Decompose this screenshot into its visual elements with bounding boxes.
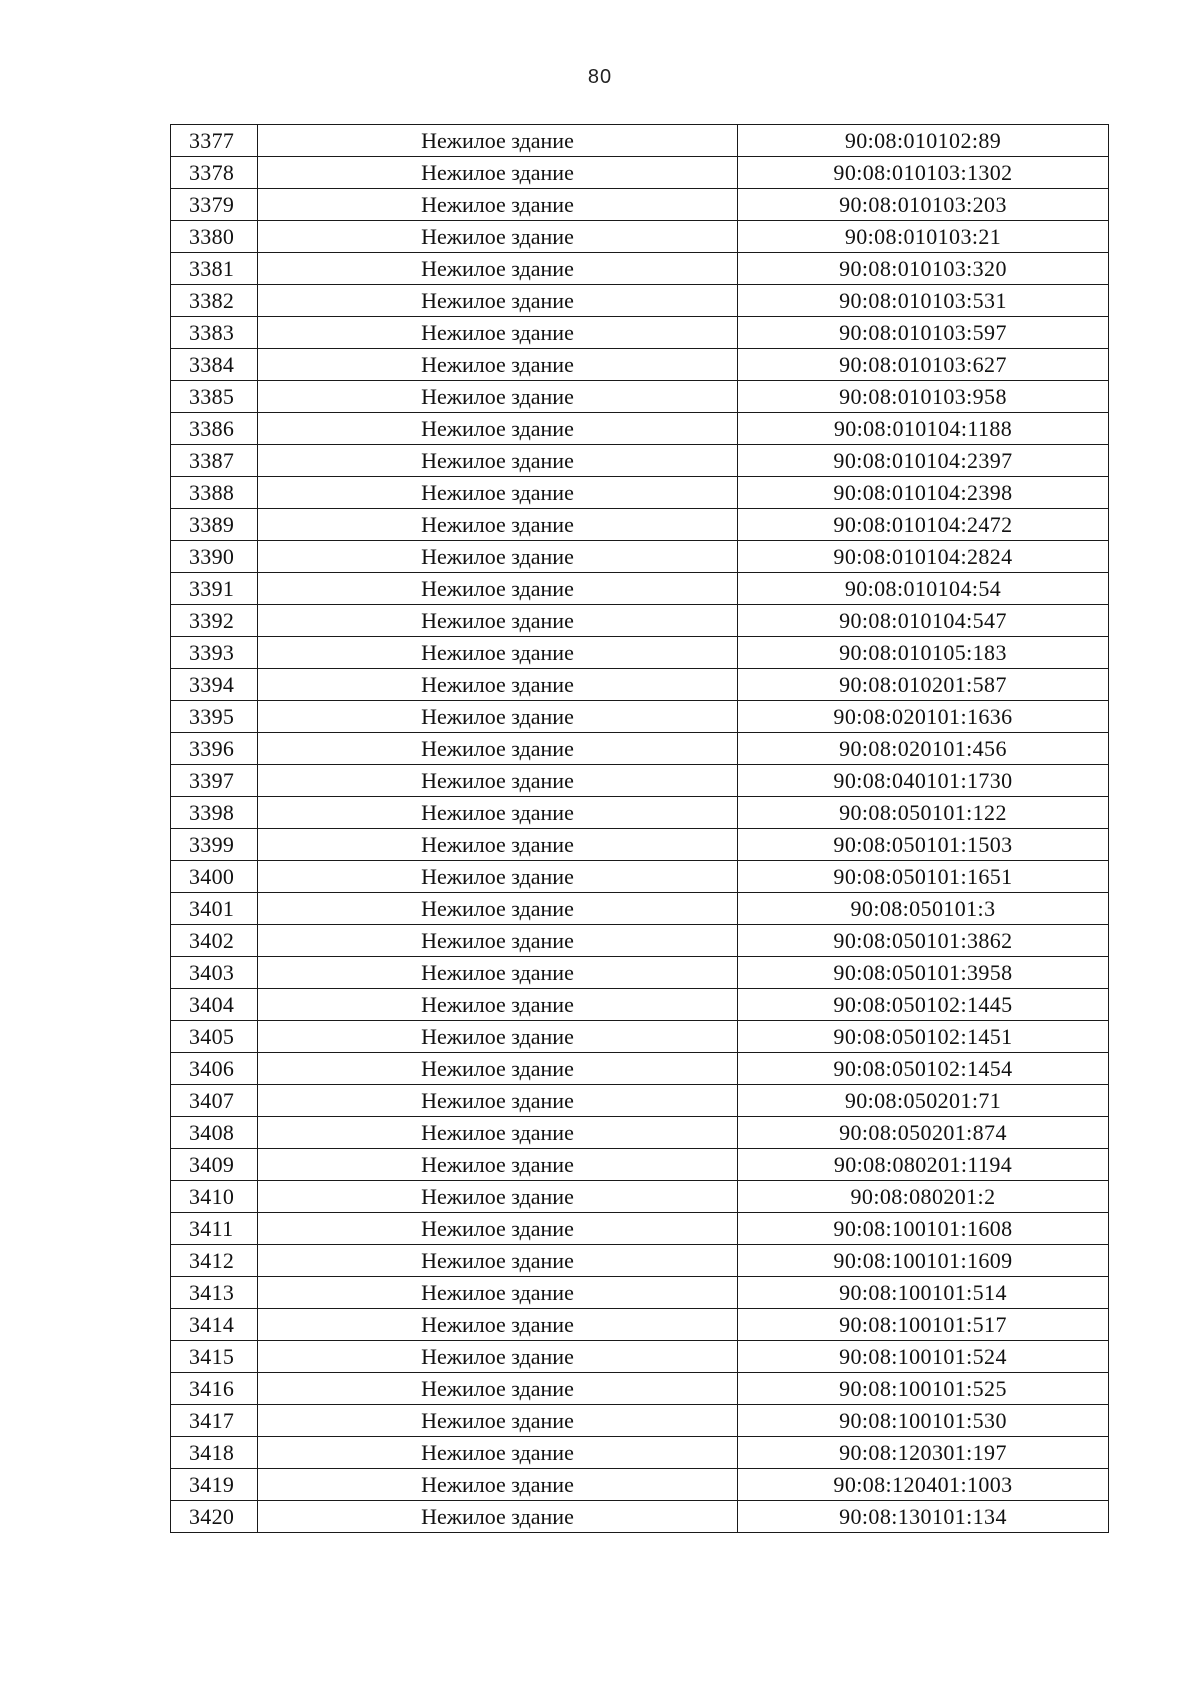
object-type-cell: Нежилое здание [258, 509, 738, 541]
table-row [171, 1181, 1109, 1213]
row-number-cell: 3390 [171, 541, 258, 573]
cadastral-number-cell: 90:08:100101:1608 [738, 1213, 1109, 1245]
row-number-cell: 3419 [171, 1469, 258, 1501]
table-row [171, 381, 1109, 413]
cadastral-number-cell: 90:08:010103:203 [738, 189, 1109, 221]
table-row [171, 1213, 1109, 1245]
table-row [171, 1277, 1109, 1309]
cadastral-number-cell: 90:08:010103:21 [738, 221, 1109, 253]
object-type-cell: Нежилое здание [258, 253, 738, 285]
object-type-cell: Нежилое здание [258, 1245, 738, 1277]
cadastral-number-cell: 90:08:010104:2472 [738, 509, 1109, 541]
table-row [171, 1149, 1109, 1181]
object-type-cell: Нежилое здание [258, 189, 738, 221]
table-row [171, 509, 1109, 541]
cadastral-number-cell: 90:08:010103:531 [738, 285, 1109, 317]
row-number-cell: 3387 [171, 445, 258, 477]
table-row [171, 477, 1109, 509]
cadastral-number-cell: 90:08:100101:525 [738, 1373, 1109, 1405]
object-type-cell: Нежилое здание [258, 1437, 738, 1469]
row-number-cell: 3402 [171, 925, 258, 957]
row-number-cell: 3377 [171, 125, 258, 157]
row-number-cell: 3392 [171, 605, 258, 637]
table-row [171, 957, 1109, 989]
object-type-cell: Нежилое здание [258, 125, 738, 157]
table-row [171, 445, 1109, 477]
object-type-cell: Нежилое здание [258, 445, 738, 477]
table-row [171, 637, 1109, 669]
object-type-cell: Нежилое здание [258, 669, 738, 701]
row-number-cell: 3409 [171, 1149, 258, 1181]
object-type-cell: Нежилое здание [258, 829, 738, 861]
object-type-cell: Нежилое здание [258, 1277, 738, 1309]
registry-table-body [171, 125, 1109, 1533]
cadastral-number-cell: 90:08:010104:2398 [738, 477, 1109, 509]
object-type-cell: Нежилое здание [258, 1085, 738, 1117]
cadastral-number-cell: 90:08:050201:874 [738, 1117, 1109, 1149]
cadastral-number-cell: 90:08:130101:134 [738, 1501, 1109, 1533]
cadastral-number-cell: 90:08:010104:2397 [738, 445, 1109, 477]
table-row [171, 1053, 1109, 1085]
row-number-cell: 3400 [171, 861, 258, 893]
table-row [171, 1373, 1109, 1405]
row-number-cell: 3418 [171, 1437, 258, 1469]
object-type-cell: Нежилое здание [258, 1181, 738, 1213]
row-number-cell: 3389 [171, 509, 258, 541]
row-number-cell: 3406 [171, 1053, 258, 1085]
object-type-cell: Нежилое здание [258, 1021, 738, 1053]
row-number-cell: 3386 [171, 413, 258, 445]
row-number-cell: 3395 [171, 701, 258, 733]
object-type-cell: Нежилое здание [258, 1149, 738, 1181]
cadastral-number-cell: 90:08:080201:1194 [738, 1149, 1109, 1181]
cadastral-number-cell: 90:08:100101:1609 [738, 1245, 1109, 1277]
row-number-cell: 3408 [171, 1117, 258, 1149]
table-row [171, 765, 1109, 797]
row-number-cell: 3394 [171, 669, 258, 701]
table-row [171, 253, 1109, 285]
row-number-cell: 3414 [171, 1309, 258, 1341]
object-type-cell: Нежилое здание [258, 317, 738, 349]
row-number-cell: 3415 [171, 1341, 258, 1373]
cadastral-number-cell: 90:08:050101:3 [738, 893, 1109, 925]
table-row [171, 221, 1109, 253]
object-type-cell: Нежилое здание [258, 285, 738, 317]
cadastral-number-cell: 90:08:010104:1188 [738, 413, 1109, 445]
object-type-cell: Нежилое здание [258, 1309, 738, 1341]
cadastral-number-cell: 90:08:100101:530 [738, 1405, 1109, 1437]
row-number-cell: 3420 [171, 1501, 258, 1533]
cadastral-number-cell: 90:08:010103:1302 [738, 157, 1109, 189]
registry-table [170, 124, 1109, 1533]
row-number-cell: 3391 [171, 573, 258, 605]
object-type-cell: Нежилое здание [258, 1373, 738, 1405]
cadastral-number-cell: 90:08:010201:587 [738, 669, 1109, 701]
object-type-cell: Нежилое здание [258, 765, 738, 797]
table-row [171, 893, 1109, 925]
row-number-cell: 3411 [171, 1213, 258, 1245]
object-type-cell: Нежилое здание [258, 1341, 738, 1373]
cadastral-number-cell: 90:08:050101:1503 [738, 829, 1109, 861]
cadastral-number-cell: 90:08:050101:3958 [738, 957, 1109, 989]
cadastral-number-cell: 90:08:040101:1730 [738, 765, 1109, 797]
object-type-cell: Нежилое здание [258, 1117, 738, 1149]
row-number-cell: 3393 [171, 637, 258, 669]
object-type-cell: Нежилое здание [258, 1053, 738, 1085]
row-number-cell: 3401 [171, 893, 258, 925]
table-row [171, 829, 1109, 861]
row-number-cell: 3397 [171, 765, 258, 797]
cadastral-number-cell: 90:08:010103:597 [738, 317, 1109, 349]
cadastral-number-cell: 90:08:050102:1454 [738, 1053, 1109, 1085]
row-number-cell: 3404 [171, 989, 258, 1021]
row-number-cell: 3416 [171, 1373, 258, 1405]
table-row [171, 797, 1109, 829]
cadastral-number-cell: 90:08:120301:197 [738, 1437, 1109, 1469]
object-type-cell: Нежилое здание [258, 573, 738, 605]
row-number-cell: 3379 [171, 189, 258, 221]
row-number-cell: 3378 [171, 157, 258, 189]
table-row [171, 989, 1109, 1021]
object-type-cell: Нежилое здание [258, 957, 738, 989]
row-number-cell: 3380 [171, 221, 258, 253]
cadastral-number-cell: 90:08:010104:54 [738, 573, 1109, 605]
object-type-cell: Нежилое здание [258, 925, 738, 957]
row-number-cell: 3385 [171, 381, 258, 413]
table-row [171, 605, 1109, 637]
object-type-cell: Нежилое здание [258, 1213, 738, 1245]
cadastral-number-cell: 90:08:050101:122 [738, 797, 1109, 829]
cadastral-number-cell: 90:08:050102:1445 [738, 989, 1109, 1021]
cadastral-number-cell: 90:08:010104:547 [738, 605, 1109, 637]
cadastral-number-cell: 90:08:050101:1651 [738, 861, 1109, 893]
table-row [171, 573, 1109, 605]
cadastral-number-cell: 90:08:100101:517 [738, 1309, 1109, 1341]
cadastral-number-cell: 90:08:100101:524 [738, 1341, 1109, 1373]
table-row [171, 189, 1109, 221]
table-row [171, 157, 1109, 189]
row-number-cell: 3388 [171, 477, 258, 509]
table-row [171, 1501, 1109, 1533]
table-row [171, 1469, 1109, 1501]
object-type-cell: Нежилое здание [258, 1469, 738, 1501]
cadastral-number-cell: 90:08:010104:2824 [738, 541, 1109, 573]
cadastral-number-cell: 90:08:050201:71 [738, 1085, 1109, 1117]
object-type-cell: Нежилое здание [258, 221, 738, 253]
object-type-cell: Нежилое здание [258, 701, 738, 733]
cadastral-number-cell: 90:08:120401:1003 [738, 1469, 1109, 1501]
object-type-cell: Нежилое здание [258, 605, 738, 637]
object-type-cell: Нежилое здание [258, 349, 738, 381]
cadastral-number-cell: 90:08:100101:514 [738, 1277, 1109, 1309]
cadastral-number-cell: 90:08:010103:320 [738, 253, 1109, 285]
row-number-cell: 3382 [171, 285, 258, 317]
table-row [171, 1341, 1109, 1373]
table-row [171, 317, 1109, 349]
row-number-cell: 3396 [171, 733, 258, 765]
object-type-cell: Нежилое здание [258, 893, 738, 925]
table-row [171, 1309, 1109, 1341]
row-number-cell: 3403 [171, 957, 258, 989]
object-type-cell: Нежилое здание [258, 1405, 738, 1437]
table-row [171, 1405, 1109, 1437]
object-type-cell: Нежилое здание [258, 381, 738, 413]
table-row [171, 701, 1109, 733]
cadastral-number-cell: 90:08:010103:958 [738, 381, 1109, 413]
row-number-cell: 3384 [171, 349, 258, 381]
table-row [171, 861, 1109, 893]
row-number-cell: 3399 [171, 829, 258, 861]
object-type-cell: Нежилое здание [258, 1501, 738, 1533]
table-row [171, 1021, 1109, 1053]
table-row [171, 669, 1109, 701]
table-row [171, 1117, 1109, 1149]
row-number-cell: 3398 [171, 797, 258, 829]
table-row [171, 541, 1109, 573]
object-type-cell: Нежилое здание [258, 157, 738, 189]
object-type-cell: Нежилое здание [258, 797, 738, 829]
cadastral-number-cell: 90:08:010103:627 [738, 349, 1109, 381]
cadastral-number-cell: 90:08:010102:89 [738, 125, 1109, 157]
cadastral-number-cell: 90:08:020101:1636 [738, 701, 1109, 733]
table-row [171, 1245, 1109, 1277]
object-type-cell: Нежилое здание [258, 541, 738, 573]
object-type-cell: Нежилое здание [258, 733, 738, 765]
cadastral-number-cell: 90:08:020101:456 [738, 733, 1109, 765]
table-row [171, 413, 1109, 445]
table-row [171, 925, 1109, 957]
page-number: 80 [587, 66, 613, 88]
object-type-cell: Нежилое здание [258, 637, 738, 669]
row-number-cell: 3407 [171, 1085, 258, 1117]
row-number-cell: 3405 [171, 1021, 258, 1053]
cadastral-number-cell: 90:08:080201:2 [738, 1181, 1109, 1213]
table-row [171, 349, 1109, 381]
row-number-cell: 3410 [171, 1181, 258, 1213]
table-row [171, 285, 1109, 317]
cadastral-number-cell: 90:08:010105:183 [738, 637, 1109, 669]
table-row [171, 125, 1109, 157]
row-number-cell: 3383 [171, 317, 258, 349]
row-number-cell: 3413 [171, 1277, 258, 1309]
cadastral-number-cell: 90:08:050102:1451 [738, 1021, 1109, 1053]
object-type-cell: Нежилое здание [258, 989, 738, 1021]
object-type-cell: Нежилое здание [258, 413, 738, 445]
table-row [171, 733, 1109, 765]
cadastral-number-cell: 90:08:050101:3862 [738, 925, 1109, 957]
row-number-cell: 3412 [171, 1245, 258, 1277]
object-type-cell: Нежилое здание [258, 477, 738, 509]
row-number-cell: 3381 [171, 253, 258, 285]
row-number-cell: 3417 [171, 1405, 258, 1437]
table-row [171, 1437, 1109, 1469]
object-type-cell: Нежилое здание [258, 861, 738, 893]
table-row [171, 1085, 1109, 1117]
